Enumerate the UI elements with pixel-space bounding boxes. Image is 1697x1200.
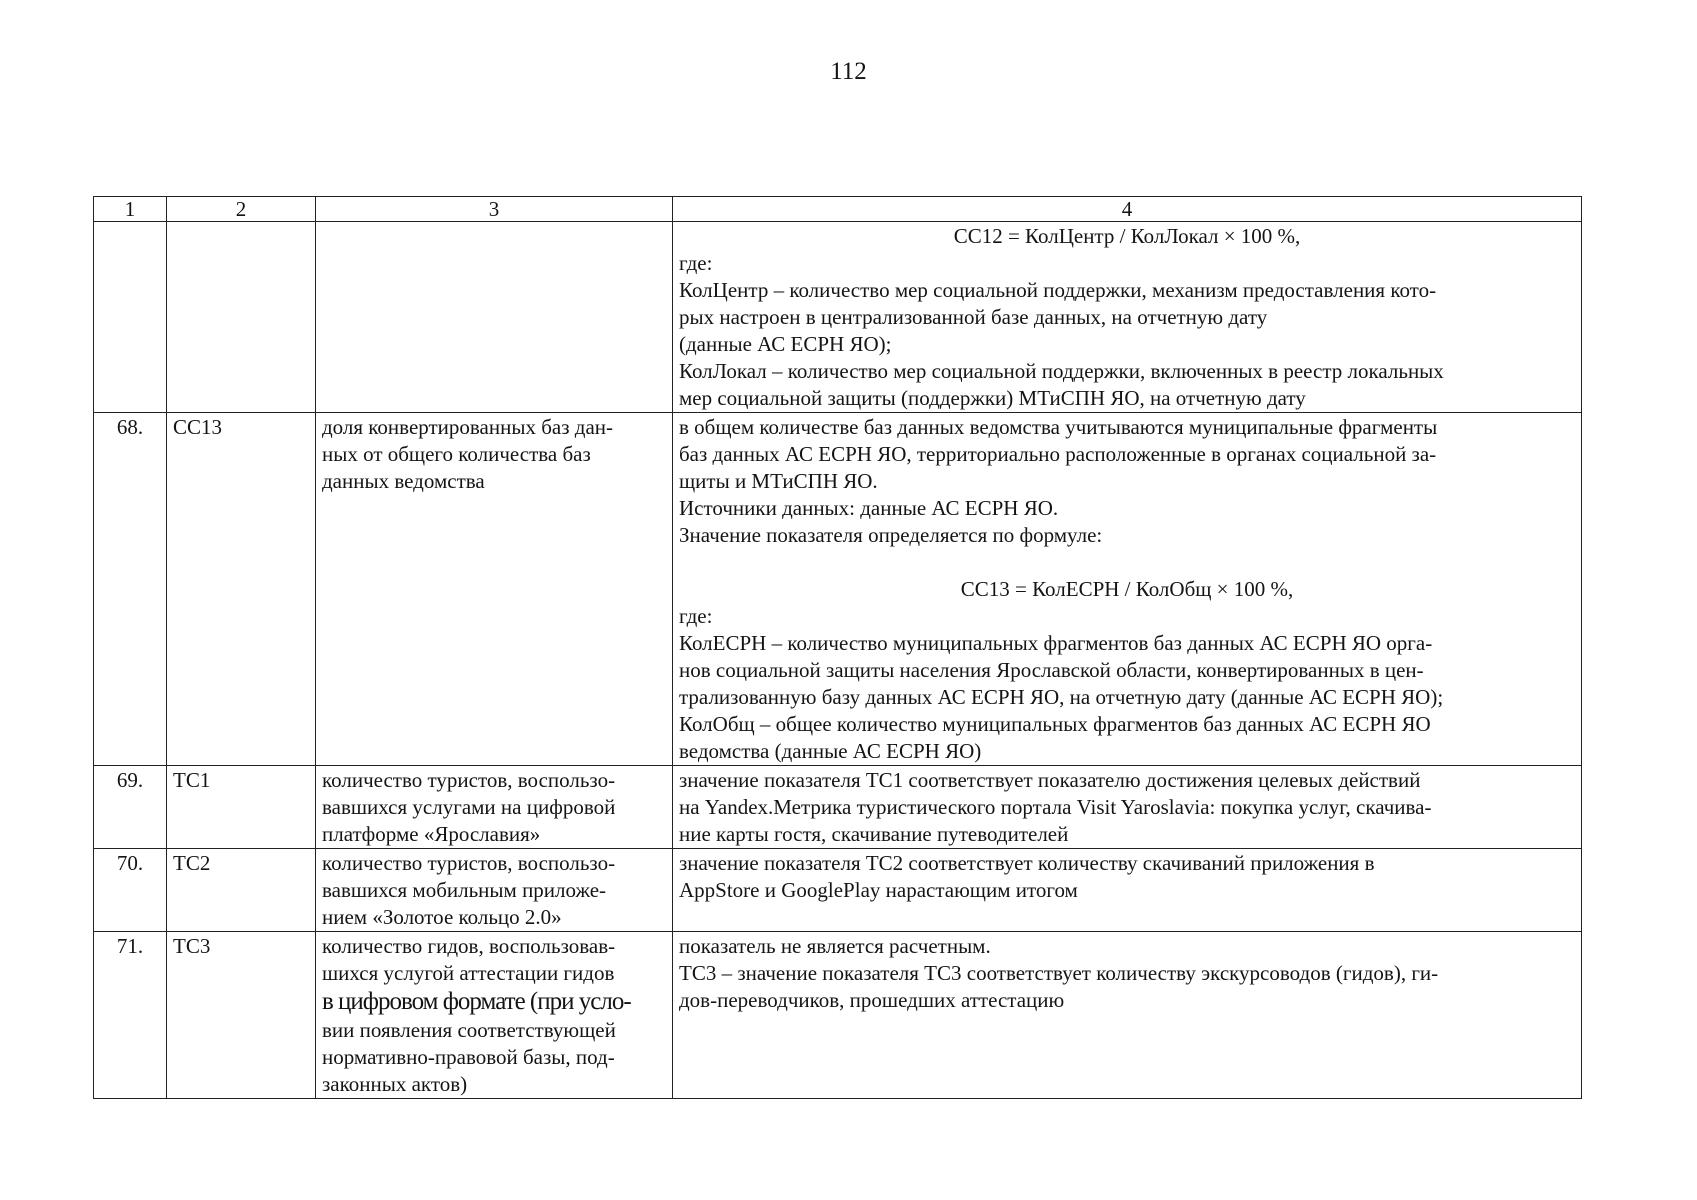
description-cell: значение показателя ТС2 соответствует количеству скачиваний приложения в AppStore и GooglePlay нарастающим итогом <box>673 849 1582 932</box>
header-col-3: 3 <box>316 197 673 222</box>
indicator-code: ТС1 <box>167 766 316 849</box>
table-header-row <box>94 197 1582 222</box>
table-row <box>94 222 1582 413</box>
header-col-2: 2 <box>167 197 316 222</box>
indicator-code: ТС2 <box>167 849 316 932</box>
indicator-code: СС13 <box>167 413 316 766</box>
table-row <box>94 413 1582 766</box>
description-cell: значение показателя ТС1 соответствует показателю достижения целевых действий на Yandex.Метрика туристического портала Visit Yaroslavia: покупка услуг, скачива- ние карты гостя, скачивание путеводителей <box>673 766 1582 849</box>
indicator-name: количество туристов, воспользо- вавшихся мобильным приложе- нием «Золотое кольцо 2.0» <box>316 849 673 932</box>
row-number: 71. <box>94 932 167 1099</box>
indicator-code: ТС3 <box>167 932 316 1099</box>
indicator-name: количество гидов, воспользовав- шихся услугой аттестации гидов в цифровом формате (при усло- вии появления соответствующей нормативно-правовой базы, под- законных актов) <box>316 932 673 1099</box>
description-cell: СС12 = КолЦентр / КолЛокал × 100 %, где: КолЦентр – количество мер социальной поддержки, механизм предоставления кото- рых настроен в централизованной базе данных, на отчетную дату (данные АС ЕСРН ЯО); КолЛокал – количество мер социальной поддержки, включенных в реестр локальных мер социальной защиты (поддержки) МТиСПН ЯО, на отчетную дату <box>673 222 1582 413</box>
formula: СС13 = КолЕСРН / КолОбщ × 100 %, <box>960 577 1294 601</box>
table-row <box>94 932 1582 1099</box>
indicator-name: количество туристов, воспользо- вавшихся услугами на цифровой платформе «Ярославия» <box>316 766 673 849</box>
header-col-4: 4 <box>673 197 1582 222</box>
row-number: 70. <box>94 849 167 932</box>
table-row <box>94 849 1582 932</box>
formula: СС12 = КолЦентр / КолЛокал × 100 %, <box>953 224 1301 248</box>
indicator-name: доля конвертированных баз дан- ных от общего количества баз данных ведомства <box>316 413 673 766</box>
header-col-1: 1 <box>94 197 167 222</box>
indicators-table <box>93 196 1582 1099</box>
page-number: 112 <box>830 58 867 85</box>
description-cell: показатель не является расчетным. ТС3 – значение показателя ТС3 соответствует количеству экскурсоводов (гидов), ги- дов-переводчиков, прошедших аттестацию <box>673 932 1582 1099</box>
row-number: 68. <box>94 413 167 766</box>
row-number: 69. <box>94 766 167 849</box>
table-row <box>94 766 1582 849</box>
description-cell: в общем количестве баз данных ведомства учитываются муниципальные фрагменты баз данных АС ЕСРН ЯО, территориально расположенные в органах социальной за- щиты и МТиСПН ЯО. Источники данных: данные АС ЕСРН ЯО. Значение показателя определяется по формуле: СС13 = КолЕСРН / КолОбщ × 100 %, где: КолЕСРН – количество муниципальных фрагментов баз данных АС ЕСРН ЯО орга- нов социальной защиты населения Ярославской области, конвертированных в цен- трализованную базу данных АС ЕСРН ЯО, на отчетную дату (данные АС ЕСРН ЯО); КолОбщ – общее количество муниципальных фрагментов баз данных АС ЕСРН ЯО ведомства (данные АС ЕСРН ЯО) <box>673 413 1582 766</box>
